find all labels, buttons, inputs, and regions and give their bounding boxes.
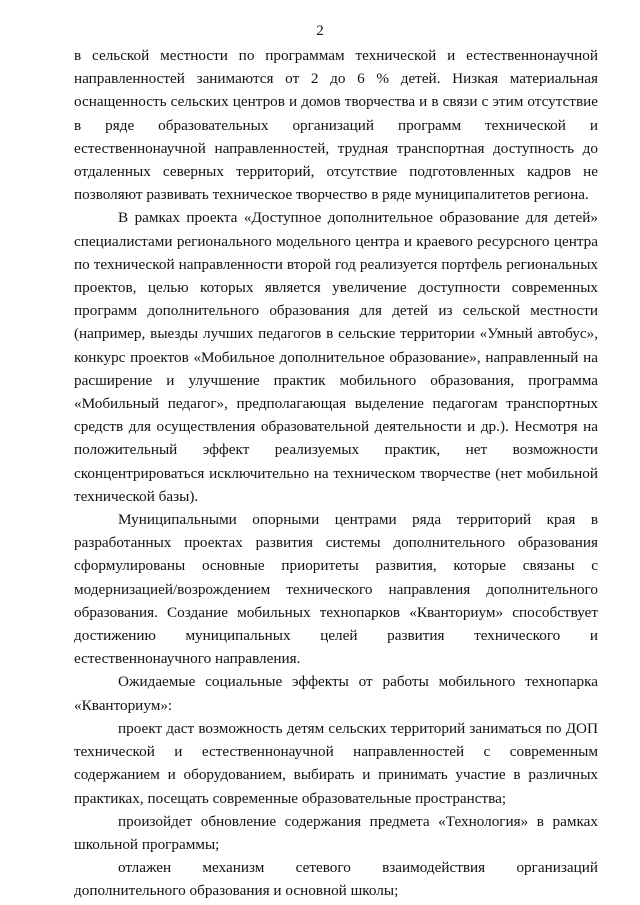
body-text [74,44,598,903]
page-number: 2 [316,23,324,39]
paragraph-rural-statistics: в сельской местности по программам технической и естественнонаучной направленностей занимаются от 2 до 6 % детей. Низкая материальная оснащенность сельских центров и домов творчества и в связи с этим отсутствие в ряде образовательных организаций программ технической и естественнонаучной направленностей, трудная транспортная доступность до отдаленных северных территорий, отсутствие подготовленных кадров не позволяют развивать техническое творчество в ряде муниципалитетов региона. [74,47,598,204]
paragraph-project-portfolio: В рамках проекта «Доступное дополнительное образование для детей» специалистами регионального модельного центра и краевого ресурсного центра по технической направленности второй год реализуется портфель региональных проектов, целью которых является увеличение доступности современных программ дополнительного образования для детей из сельской местности (например, выезды лучших педагогов в сельские территории «Умный автобус», конкурс проектов «Мобильное дополнительное образование», направленный на расширение и улучшение практик мобильного образования, программа «Мобильный педагог», предполагающая выделение педагогам транспортных средств для осуществления образовательной деятельности и др.). Несмотря на положительный эффект реализуемых практик, нет возможности сконцентрироваться исключительно на техническом творчестве (нет мобильной технической базы). [74,209,598,505]
paragraph-municipal-centers: Муниципальными опорными центрами ряда территорий края в разработанных проектах развития системы дополнительного образования сформулированы основные приоритеты развития, которые связаны с модернизацией/возрождением технического направления дополнительного образования. Создание мобильных технопарков «Кванториум» способствует достижению муниципальных целей развития технического и естественнонаучного направления. [74,511,598,668]
list-item-technology-update: произойдет обновление содержания предмета «Технология» в рамках школьной программы; [74,812,598,853]
list-item-dop-access: проект даст возможность детям сельских территорий заниматься по ДОП технической и естественнонаучной направленностей с современным содержанием и оборудованием, выбирать и принимать участие в различных практиках, посещать современные образовательные пространства; [74,719,598,807]
paragraph-expected-effects: Ожидаемые социальные эффекты от работы мобильного технопарка «Кванториум»: [74,673,598,714]
list-item-network-interaction: отлажен механизм сетевого взаимодействия организаций дополнительного образования и основной школы; [74,859,598,900]
